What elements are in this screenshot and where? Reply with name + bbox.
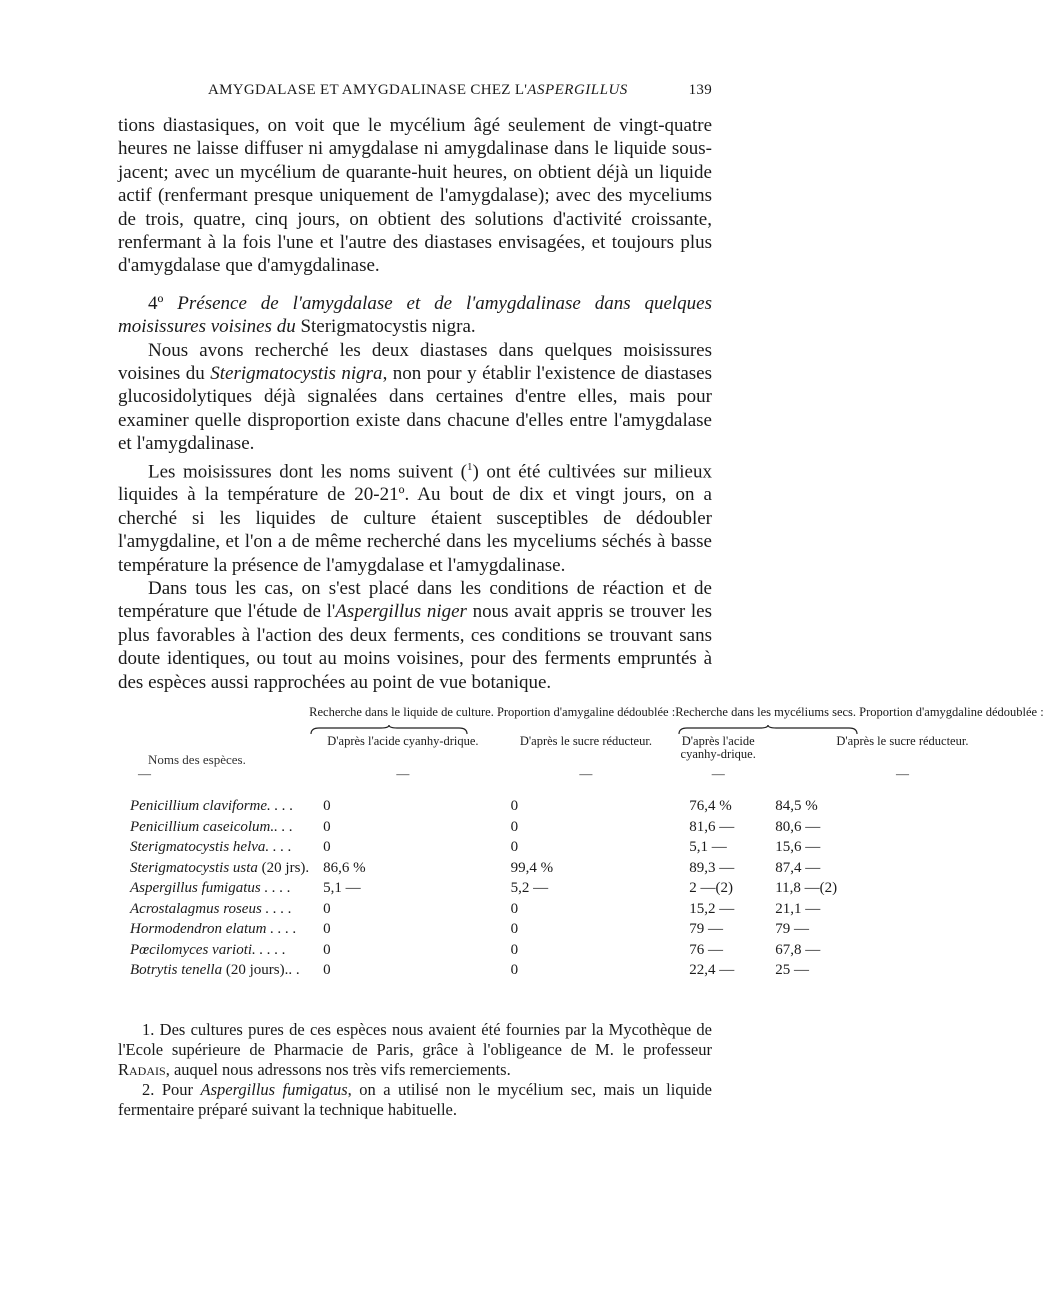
mycelium-acid-value: 2 —(2) [689,880,733,896]
mycelium-sugar-value: 67,8 — [775,941,821,958]
culture-acid-value: 5,1 — [323,880,361,896]
mycelium-acid-value: 76,4 % [689,798,732,814]
species-table [130,706,1044,981]
mycelium-acid-value: 81,6 — [689,818,735,835]
species-name: Hormodendron elatum . . . . [130,921,297,937]
running-title: AMYGDALASE ET AMYGDALINASE CHEZ L'ASPERGILLUS [208,82,628,98]
brace-mycelium [675,725,1043,735]
running-head [118,82,712,104]
mycelium-sugar-value: 87,4 — [775,859,821,876]
mycelium-acid-value: 79 — [689,921,723,937]
body-text [118,114,712,694]
mycelium-acid-value: 15,2 — [689,900,735,917]
footnotes [118,1020,712,1120]
col-header-culture-sugar: D'après le sucre réducteur. [519,734,652,749]
culture-acid-value: 0 [323,941,331,958]
col-header-mycelium-acid: D'après l'acide cyanhy-drique. [680,734,756,762]
header-dash: — [895,766,909,781]
header-dash: — [138,766,151,781]
table-row [130,899,1044,920]
mycelium-sugar-value: 11,8 —(2) [775,880,838,896]
table-row [130,960,1044,981]
species-name: Penicillium caseicolum.. . . [130,818,293,835]
footnote-2: 2. Pour Aspergillus fumigatus, on a utilisé non le mycélium sec, mais un liquide fermentaire préparé suivant la technique habituelle. [118,1080,713,1119]
mycelium-sugar-value: 84,5 % [775,798,818,814]
mycelium-acid-value: 22,4 — [689,962,735,978]
culture-sugar-value: 5,2 — [510,880,549,896]
footnote-1: 1. Des cultures pures de ces espèces nous avaient été fournies par la Mycothèque de l'Ecole supérieure de Pharmacie de Paris, grâce à l'obligeance de M. le professeur Radais, auquel nous adressons nos très vifs remerciements. [118,1020,712,1079]
paragraph-2: Nous avons recherché les deux diastases dans quelques moisissures voisines du Sterigmatocystis nigra, non pour y établir l'existence de diastases glucosidolytiques déjà signalées dans certaines d'entre elles, mais pour examiner quelle disproportion existe dans chacune d'elles entre l'amygdalase et l'amygdalinase. [118,339,713,455]
mycelium-sugar-value: 80,6 — [775,818,821,835]
culture-sugar-value: 0 [510,798,519,814]
table-row [130,919,1044,940]
paragraph-1: tions diastasiques, on voit que le mycélium âgé seulement de vingt-quatre heures ne laisse diffuser ni amygdalase ni amygdalinase dans le liquide sous-jacent; avec un mycélium de quarante-huit heures, on obtient déjà un liquide actif (renfermant presque uniquement de l'amygdalase); avec des myceliums de trois, quatre, cinq jours, on obtient des solutions d'activité croissante, renfermant à la fois l'une et l'autre des diastases envisagées, et toujours plus d'amygdalase que d'amygdalinase. [118,115,712,277]
species-name: Sterigmatocystis usta (20 jrs). [130,859,310,876]
header-dash: — [396,766,410,781]
mycelium-acid-value: 89,3 — [689,859,735,876]
species-name: Acrostalagmus roseus . . . . [130,900,292,917]
mycelium-sugar-value: 15,6 — [775,839,821,855]
table-row [130,878,1044,899]
culture-sugar-value: 0 [510,962,519,978]
table-row [130,817,1044,838]
culture-sugar-value: 0 [510,818,519,835]
paragraph-4: Dans tous les cas, on s'est placé dans les conditions de réaction et de température que l'étude de l'Aspergillus niger nous avait appris se trouver les plus favorables à l'action des deux ferments, ces conditions se trouvant sans doute identiques, ou tout au moins voisines, pour des ferments empruntés à des espèces aussi rapprochées au point de vue botanique. [118,578,712,693]
footnote-ref-1: 1 [466,460,473,473]
species-name: Pœcilomyces varioti. . . . . [130,941,286,958]
group-header-mycelium: Recherche dans les mycéliums secs. Proportion d'amygdaline dédoublée : [675,705,1044,719]
culture-acid-value: 0 [323,818,331,835]
species-name: Aspergillus fumigatus . . . . [130,880,291,896]
culture-acid-value: 86,6 % [323,859,366,876]
species-name: Penicillium claviforme. . . . [130,798,294,814]
names-header: Noms des espèces. [148,752,246,767]
mycelium-acid-value: 5,1 — [689,839,727,855]
species-name: Botrytis tenella (20 jours).. . [130,962,300,978]
header-dash: — [711,766,725,781]
table-row [130,940,1044,961]
paragraph-3: Les moisissures dont les noms suivent ($^1$) ont été cultivées sur milieux liquides à la température de 20-21º. Au bout de dix et vingt jours, on a cherché si les liquides de culture étaient susceptibles de dédoubler l'amygdaline, et l'on a de même recherché dans les myceliums séchés à basse température la présence de l'amygdalase et l'amygdalinase. [118,460,712,576]
brace-culture [309,725,675,735]
culture-sugar-value: 99,4 % [510,859,554,876]
mycelium-sugar-value: 25 — [775,962,809,978]
culture-acid-value: 0 [323,798,331,814]
mycelium-sugar-value: 21,1 — [775,900,821,917]
culture-sugar-value: 0 [510,921,519,937]
culture-sugar-value: 0 [510,900,519,917]
group-header-culture: Recherche dans le liquide de culture. Proportion d'amygaline dédoublée : [309,705,676,719]
culture-sugar-value: 0 [510,839,519,855]
header-dash: — [579,766,593,781]
species-name: Sterigmatocystis helva. . . . [130,839,292,855]
culture-sugar-value: 0 [510,941,519,958]
table-row [130,858,1044,879]
culture-acid-value: 0 [323,962,331,978]
col-header-culture-acid: D'après l'acide cyanhy-drique. [327,734,479,749]
mycelium-sugar-value: 79 — [775,921,809,937]
culture-acid-value: 0 [323,921,331,937]
culture-acid-value: 0 [323,839,331,855]
page-number: 139 [688,82,712,98]
table-row [130,837,1044,858]
mycelium-acid-value: 76 — [689,941,723,958]
culture-acid-value: 0 [323,900,331,917]
table-row [130,796,1044,817]
col-header-mycelium-sugar: D'après le sucre réducteur. [836,734,969,749]
section-heading: 4º Présence de l'amygdalase et de l'amygdalinase dans quelques moisissures voisines du Sterigmatocystis nigra. [118,292,713,338]
